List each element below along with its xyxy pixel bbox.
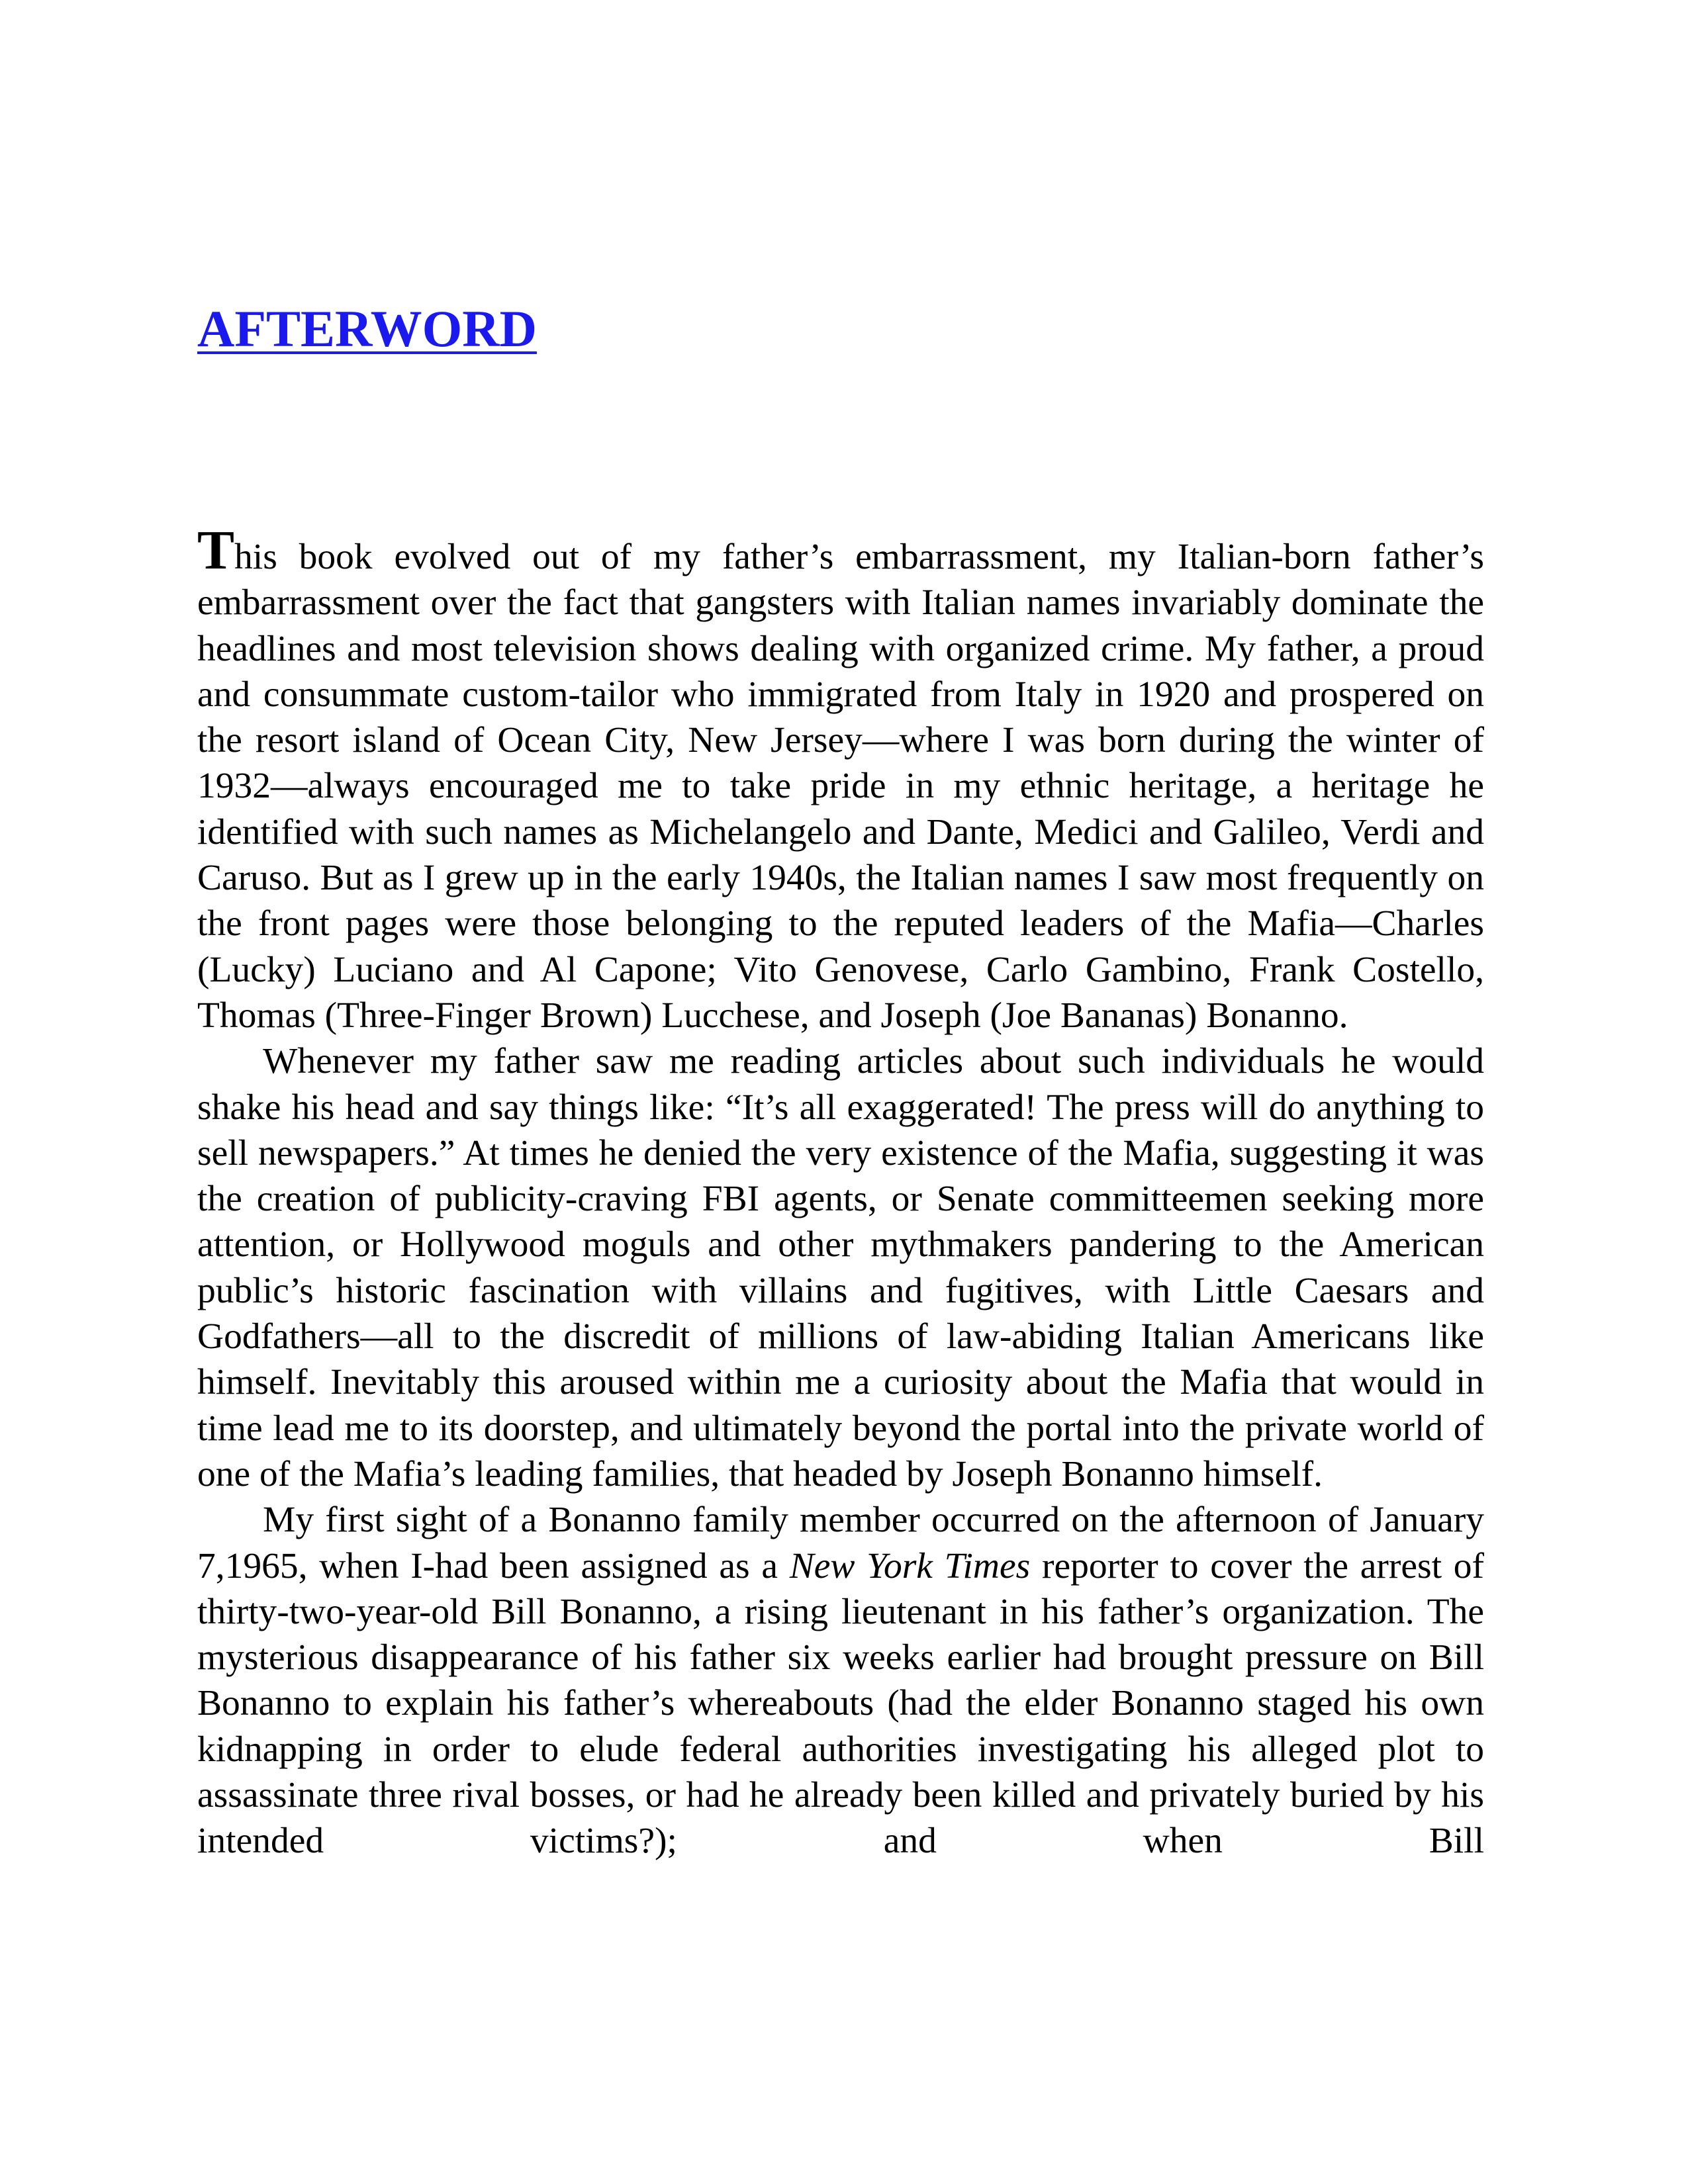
paragraph-3-text-before-italic: My first sight of a Bonanno family member occurred on the afternoon of January 7,1965, when I-had been assigned as a — [197, 1500, 1484, 1586]
chapter-title-link[interactable]: AFTERWORD — [197, 300, 537, 357]
drop-cap: T — [197, 520, 235, 581]
paragraph-2 — [197, 1038, 1484, 1497]
paragraph-3-text-after-italic: reporter to cover the arrest of thirty-two-year-old Bill Bonanno, a rising lieutenant in his father’s organization. The mysterious disappearance of his father six weeks earlier had brought pressure on Bill Bonanno to explain his father’s whereabouts (had the elder Bonanno staged his own kidnapping in order to elude federal authorities investigating his alleged plot to assassinate three rival bosses, or had he already been killed and privately buried by his intended victims?); and when Bill — [197, 1545, 1484, 1862]
paragraph-1 — [197, 520, 1484, 1038]
paragraph-3 — [197, 1497, 1484, 1864]
newspaper-title-italic: New York Times — [789, 1545, 1031, 1586]
paragraph-2-text: Whenever my father saw me reading articles about such individuals he would shake his head and say things like: “It’s all exaggerated! The press will do anything to sell newspapers.” At times he denied the very existence of the Mafia, suggesting it was the creation of publicity-craving FBI agents, or Senate committeemen seeking more attention, or Hollywood moguls and other mythmakers pandering to the American public’s historic fascination with villains and fugitives, with Little Caesars and Godfathers—all to the discredit of millions of law-abiding Italian Americans like himself. Inevitably this aroused within me a curiosity about the Mafia that would in time lead me to its doorstep, and ultimately beyond the portal into the private world of one of the Mafia’s leading families, that headed by Joseph Bonanno himself. — [197, 1041, 1484, 1494]
body-text — [197, 520, 1484, 1864]
paragraph-1-text: his book evolved out of my father’s embarrassment, my Italian-born father’s embarrassment over the fact that gangsters with Italian names invariably dominate the headlines and most television shows dealing with organized crime. My father, a proud and consummate custom-tailor who immigrated from Italy in 1920 and prospered on the resort island of Ocean City, New Jersey—where I was born during the winter of 1932—always encouraged me to take pride in my ethnic heritage, a heritage he identified with such names as Michelangelo and Dante, Medici and Galileo, Verdi and Caruso. But as I grew up in the early 1940s, the Italian names I saw most frequently on the front pages were those belonging to the reputed leaders of the Mafia—Charles (Lucky) Luciano and Al Capone; Vito Genovese, Carlo Gambino, Frank Costello, Thomas (Three-Finger Brown) Lucchese, and Joseph (Joe Bananas) Bonanno. — [197, 537, 1484, 1036]
